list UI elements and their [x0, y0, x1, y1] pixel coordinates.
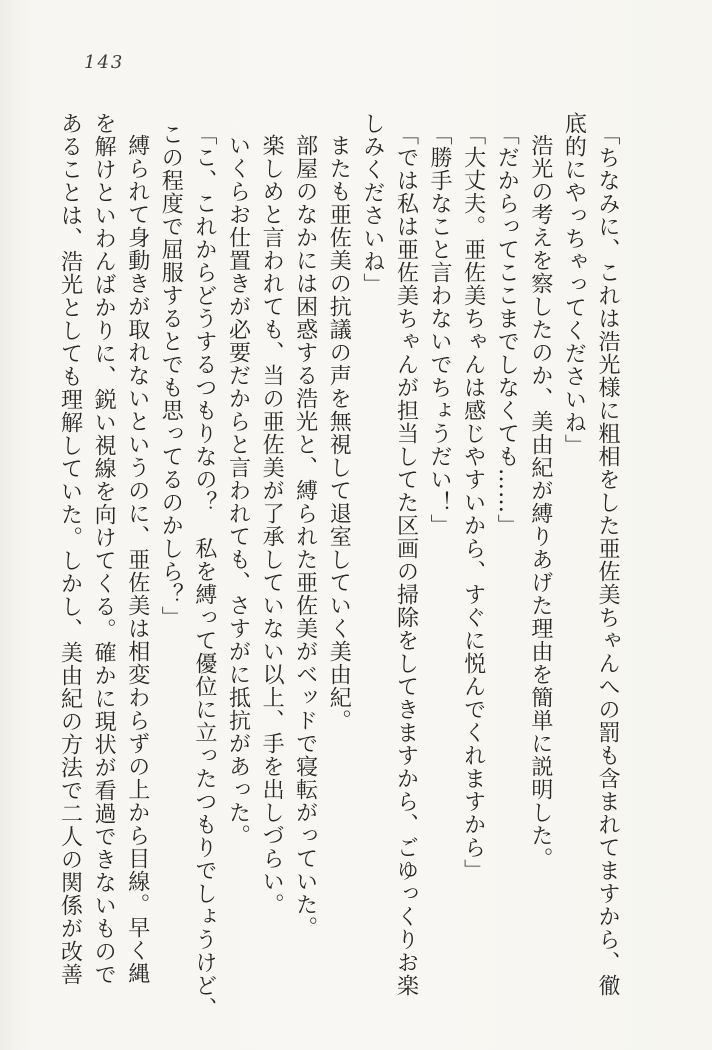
vertical-text-block — [52, 112, 624, 1020]
text-column: 底的にやっちゃってくださいね」 — [561, 112, 587, 457]
text-column: またも亜佐美の抗議の声を無視して退室していく美由紀。 — [326, 134, 352, 732]
text-column: 「大丈夫。亜佐美ちゃんは感じやすいから、すぐに悦んでくれますから」 — [460, 123, 486, 882]
text-column: 浩光の考えを察したのか、美由紀が縛りあげた理由を簡単に説明した。 — [527, 134, 553, 870]
text-column: 「勝手なこと言わないでちょうだい！」 — [427, 123, 453, 537]
text-column: この程度で屈服するとでも思ってるのかしら？」 — [158, 123, 184, 629]
text-column: いくらお仕置きが必要だからと言われても、さすがに抵抗があった。 — [225, 134, 251, 847]
text-column: あることは、浩光としても理解していた。しかし、美由紀の方法で二人の関係が改善 — [57, 112, 83, 986]
text-column: しみくださいね」 — [359, 112, 385, 296]
page-number: 143 — [84, 52, 125, 73]
text-column: 「こ、これからどうするつもりなの？ 私を縛って優位に立ったつもりでしょうけど、 — [191, 123, 217, 1020]
text-column: 部屋のなかには困惑する浩光と、縛られた亜佐美がベッドで寝転がっていた。 — [292, 134, 318, 939]
text-column: 楽しめと言われても、当の亜佐美が了承していない以上、手を出しづらい。 — [259, 134, 285, 916]
text-column: 「では私は亜佐美ちゃんが担当してた区画の掃除をしてきますから、ごゆっくりお楽 — [393, 123, 419, 997]
text-column: を解けといわんばかりに、鋭い視線を向けてくる。確かに現状が看過できないもので — [91, 112, 117, 986]
text-column: 「ちなみに、これは浩光様に粗相をした亜佐美ちゃんへの罰も含まれてますから、徹 — [595, 123, 620, 997]
text-column: 縛られて身動きが取れないというのに、亜佐美は相変わらずの上から目線。早く縄 — [124, 134, 150, 985]
text-column: 「だからってここまでしなくても……」 — [494, 123, 520, 537]
